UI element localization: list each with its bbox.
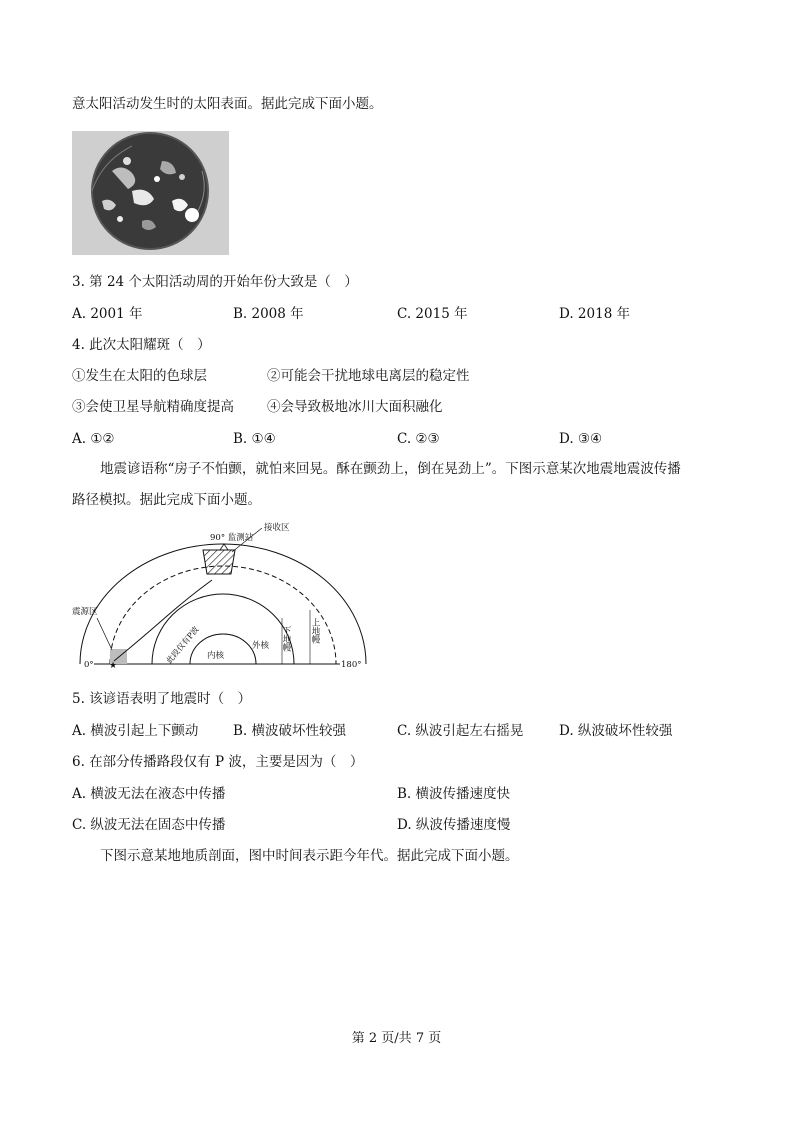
q4-statement-2: ②可能会干扰地球电离层的稳定性 (267, 368, 470, 384)
q4-option-d: D. ③④ (559, 431, 603, 447)
deg180-label: 180° (341, 660, 362, 670)
upper-mantle-label: 上地幔 (310, 618, 320, 644)
epicenter-star: ★ (109, 661, 118, 671)
q3-option-b: B. 2008 年 (233, 306, 304, 322)
q4-statement-4: ④会导致极地冰川大面积融化 (267, 399, 443, 415)
intro-text: 意太阳活动发生时的太阳表面。据此完成下面小题。 (72, 96, 383, 112)
q3-stem: 3. 第 24 个太阳活动周的开始年份大致是（ ） (72, 274, 358, 290)
q6-option-b: B. 横波传播速度快 (397, 786, 511, 802)
q3-option-c: C. 2015 年 (397, 306, 468, 322)
passage3: 下图示意某地地质剖面，图中时间表示距今年代。据此完成下面小题。 (100, 848, 519, 864)
solar-flare-photo (72, 131, 229, 255)
q5-stem: 5. 该谚语表明了地震时（ ） (72, 691, 252, 707)
epicenter-label: 震源区 (72, 607, 98, 617)
p-wave-only-label: 此段仅有P波 (164, 624, 201, 666)
q4-statement-3: ③会使卫星导航精确度提高 (72, 399, 234, 415)
q5-option-c: C. 纵波引起左右摇晃 (397, 723, 524, 739)
page-footer: 第 2 页/共 7 页 (351, 1031, 442, 1046)
station-label: 90° 监测站 (210, 533, 254, 543)
inner-core-label: 内核 (207, 651, 225, 661)
q4-option-b: B. ①④ (233, 431, 276, 447)
q3-option-d: D. 2018 年 (559, 306, 631, 322)
q6-option-d: D. 纵波传播速度慢 (397, 817, 511, 833)
q5-option-b: B. 横波破坏性较强 (233, 723, 347, 739)
lower-mantle-label: 下地幔 (281, 626, 291, 652)
q4-statement-1: ①发生在太阳的色球层 (72, 368, 207, 384)
q4-option-a: A. ①② (72, 431, 115, 447)
seismic-wave-diagram (72, 518, 372, 674)
q3-option-a: A. 2001 年 (72, 306, 143, 322)
outer-core-label: 外核 (252, 641, 270, 651)
q6-option-c: C. 纵波无法在固态中传播 (72, 817, 226, 833)
passage2-line2: 路径模拟。据此完成下面小题。 (72, 492, 261, 508)
passage2-line1: 地震谚语称“房子不怕颤，就怕来回晃。酥在颤劲上，倒在晃劲上”。下图示意某次地震地震波传播 (100, 461, 681, 477)
deg0-label: 0° (84, 660, 94, 670)
q4-option-c: C. ②③ (397, 431, 440, 447)
q5-option-a: A. 横波引起上下颤动 (72, 723, 199, 739)
q4-stem: 4. 此次太阳耀斑（ ） (72, 337, 211, 353)
q5-option-d: D. 纵波破坏性较强 (559, 723, 673, 739)
q6-stem: 6. 在部分传播路段仅有 P 波，主要是因为（ ） (72, 754, 364, 770)
q6-option-a: A. 横波无法在液态中传播 (72, 786, 226, 802)
receive-label: 接收区 (264, 523, 290, 533)
